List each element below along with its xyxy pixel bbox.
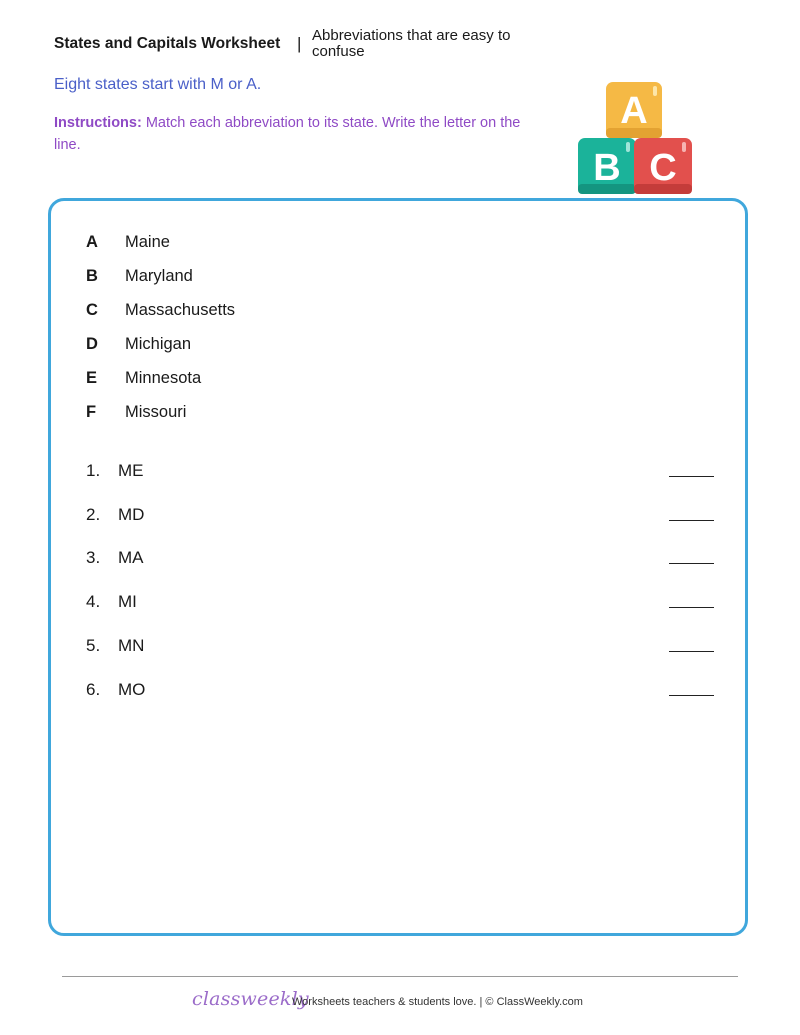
question-item [86,636,716,658]
question-item [86,505,716,527]
block-b [578,138,636,194]
answer-line[interactable] [669,651,714,652]
footer-tagline: Worksheets teachers & students love. | © ClassWeekly.com [292,996,583,1008]
header-title: States and Capitals Worksheet [54,35,281,52]
instructions [54,112,544,156]
question-number: 5. [86,636,101,655]
option-letter: F [86,403,97,421]
option-state: Minnesota [125,369,202,387]
question-item [86,592,716,614]
option-state: Maine [125,233,170,251]
option-state: Missouri [125,403,187,421]
answer-line[interactable] [669,695,714,696]
option-state: Massachusetts [125,301,236,319]
intro-text: Eight states start with M or A. [54,76,262,93]
svg-text:A: A [620,90,648,132]
instructions-label: Instructions: [54,115,142,131]
question-number: 2. [86,505,101,524]
question-abbreviation: MN [118,636,145,655]
brand-logo: classweekly [192,988,309,1010]
option-letter: D [86,335,98,353]
question-abbreviation: MA [118,548,144,567]
question-number: 1. [86,461,101,480]
answer-line[interactable] [669,563,714,564]
option-letter: B [86,267,98,285]
question-abbreviation: ME [118,461,144,480]
option-letter: E [86,369,98,387]
option-letter: C [86,301,98,319]
svg-text:C: C [649,147,677,189]
block-c [634,138,692,194]
option-state: Maryland [125,267,193,285]
block-a [606,82,662,138]
svg-text:B: B [593,147,621,189]
instructions-text: Match each abbreviation to its state. Write the letter on the line. [54,115,521,153]
question-item [86,680,716,702]
header-separator: | [297,34,302,53]
question-number: 4. [86,592,101,611]
answer-line[interactable] [669,476,714,477]
answer-line[interactable] [669,520,714,521]
question-abbreviation: MO [118,680,146,699]
abc-blocks-icon [576,80,694,198]
question-abbreviation: MD [118,505,145,524]
question-number: 6. [86,680,101,699]
option-state: Michigan [125,335,192,353]
answer-line[interactable] [669,607,714,608]
question-number: 3. [86,548,101,567]
header-subtitle: Abbreviations that are easy to confuse [312,27,511,60]
question-abbreviation: MI [118,592,137,611]
question-item [86,461,716,483]
footer-divider [62,976,738,977]
option-letter: A [86,233,98,251]
question-item [86,548,716,570]
